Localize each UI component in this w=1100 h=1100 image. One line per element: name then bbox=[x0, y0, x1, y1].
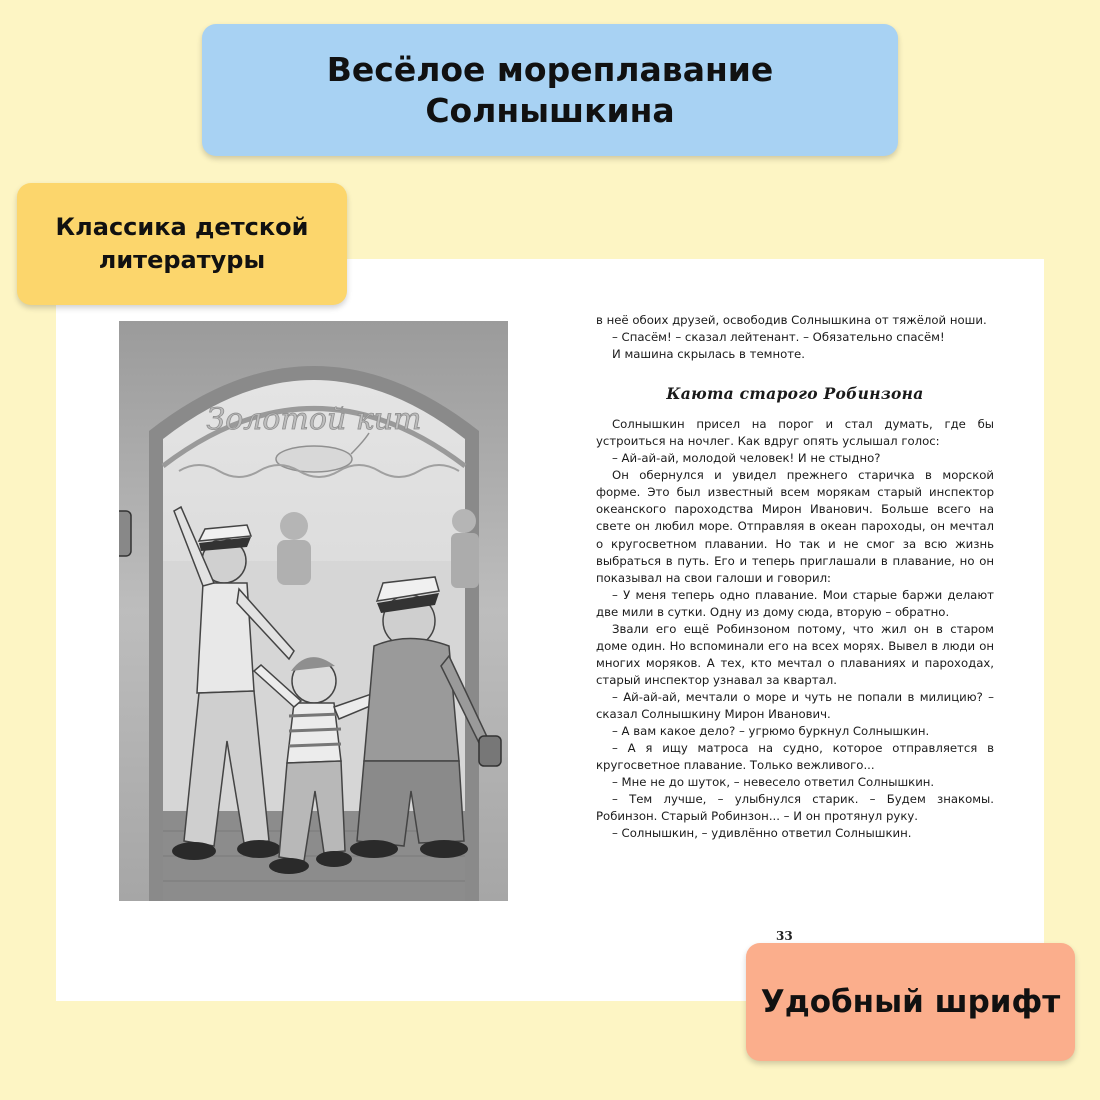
body-paragraph: – Тем лучше, – улыбнулся старик. – Будем знакомы. Робинзон. Старый Робинзон... – И он протянул руку. bbox=[596, 792, 994, 824]
genre-badge bbox=[17, 183, 347, 305]
body-paragraph: – Ай-ай-ай, молодой человек! И не стыдно? bbox=[612, 451, 881, 466]
genre-label bbox=[56, 211, 309, 277]
sign-text: Золотой кит bbox=[206, 402, 422, 437]
book-spread bbox=[56, 259, 1044, 1001]
body-paragraph: Он обернулся и увидел прежнего старичка в морской форме. Это был известный всем морякам старый инспектор океанского пароходства Мирон Иванович. Больше всего на свете он любил море. Отправляя в океан пароходы, он мечтал о кругосветном плавании. Но так и не смог за всю жизнь выбраться в путь. Его и теперь приглашали в плавание, но он показывал на свои галоши и говорил: bbox=[596, 468, 994, 585]
body-paragraph: – У меня теперь одно плавание. Мои старые баржи делают две мили в сутки. Одну из дому сюда, вторую – обратно. bbox=[596, 587, 994, 619]
text-page bbox=[596, 312, 994, 842]
genre-label-line-1: Классика детской bbox=[55, 213, 309, 241]
illustration bbox=[119, 321, 508, 901]
body-paragraph: – А я ищу матроса на судно, которое отправляется в кругосветное плавание. Только вежливого... bbox=[596, 741, 994, 773]
body-paragraph: Звали его ещё Робинзоном потому, что жил он в старом доме один. Но вспоминали его на всех морях. Вывел в люди он многих моряков. А тех, кто мечтал о плаваниях и пароходах, старый инспектор узнавал за квартал. bbox=[596, 621, 994, 687]
body-paragraph: – А вам какое дело? – угрюмо буркнул Солнышкин. bbox=[612, 724, 930, 739]
body-paragraph: Солнышкин присел на порог и стал думать, где бы устроиться на ночлег. Как вдруг опять услышал голос: bbox=[596, 417, 994, 449]
book-title-line-2: Солнышкина bbox=[425, 91, 675, 130]
intro-paragraph: – Спасём! – сказал лейтенант. – Обязательно спасём! bbox=[612, 330, 945, 345]
body-paragraph: – Ай-ай-ай, мечтали о море и чуть не попали в милицию? – сказал Солнышкину Мирон Иванович. bbox=[596, 689, 994, 721]
book-title bbox=[327, 49, 774, 131]
font-badge-label: Удобный шрифт bbox=[760, 984, 1061, 1020]
genre-label-line-2: литературы bbox=[98, 246, 266, 274]
intro-paragraph: в неё обоих друзей, освободив Солнышкина от тяжёлой ноши. bbox=[596, 313, 987, 327]
body-paragraph: – Солнышкин, – удивлённо ответил Солнышкин. bbox=[612, 826, 912, 841]
chapter-title: Каюта старого Робинзона bbox=[666, 384, 924, 404]
book-title-line-1: Весёлое мореплавание bbox=[326, 50, 774, 89]
title-badge bbox=[202, 24, 898, 156]
font-badge bbox=[746, 943, 1075, 1061]
intro-paragraph: И машина скрылась в темноте. bbox=[612, 347, 805, 362]
body-paragraph: – Мне не до шуток, – невесело ответил Солнышкин. bbox=[612, 775, 935, 790]
page-number: 33 bbox=[776, 929, 793, 943]
illustration-drawing bbox=[119, 321, 508, 901]
